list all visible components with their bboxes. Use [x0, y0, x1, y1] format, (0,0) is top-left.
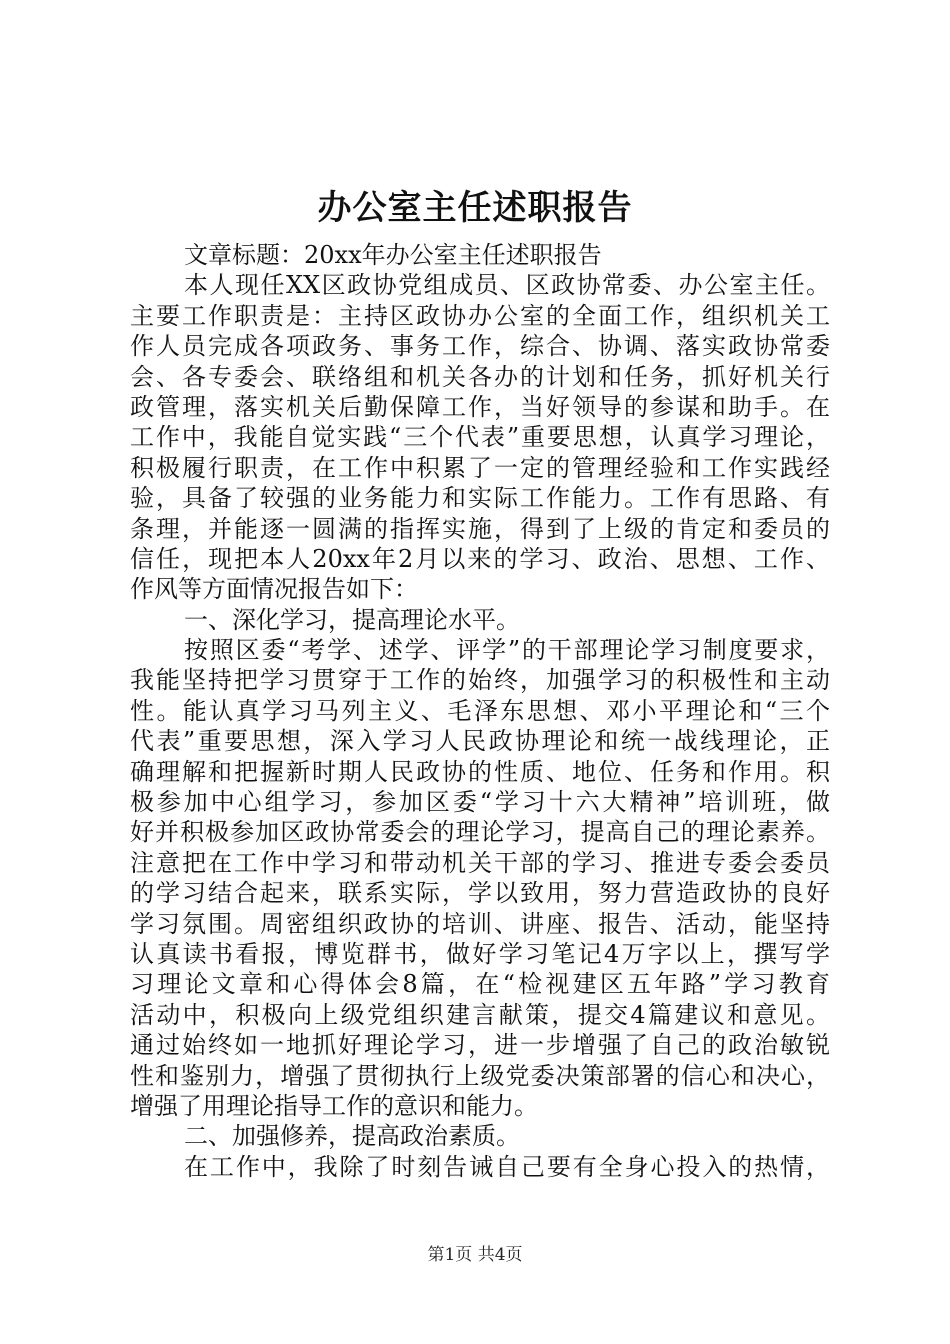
body-line: 一、深化学习，提高理论水平。	[184, 605, 520, 634]
body-line: 作人员完成各项政务、事务工作，综合、协调、落实政协常委	[130, 332, 830, 361]
body-line: 我能坚持把学习贯穿于工作的始终，加强学习的积极性和主动	[130, 666, 830, 695]
body-line: 极参加中心组学习，参加区委“学习十六大精神”培训班，做	[130, 788, 830, 817]
body-line: 注意把在工作中学习和带动机关干部的学习、推进专委会委员	[130, 848, 830, 877]
body-line: 二、加强修养，提高政治素质。	[184, 1122, 520, 1151]
body-line: 通过始终如一地抓好理论学习，进一步增强了自己的政治敏锐	[130, 1031, 830, 1060]
body-line: 作风等方面情况报告如下：	[130, 575, 418, 604]
body-line: 会、各专委会、联络组和机关各办的计划和任务，抓好机关行	[130, 362, 830, 391]
body-line: 认真读书看报，博览群书，做好学习笔记4万字以上，撰写学	[130, 939, 830, 968]
body-line: 确理解和把握新时期人民政协的性质、地位、任务和作用。积	[130, 757, 830, 786]
body-line: 活动中，积极向上级党组织建言献策，提交4篇建议和意见。	[130, 1000, 830, 1029]
body-line: 文章标题：20xx年办公室主任述职报告	[184, 241, 602, 269]
body-line: 的学习结合起来，联系实际，学以致用，努力营造政协的良好	[130, 879, 830, 908]
body-line: 按照区委“考学、述学、评学”的干部理论学习制度要求，	[184, 636, 830, 665]
body-line: 性。能认真学习马列主义、毛泽东思想、邓小平理论和“三个	[130, 696, 830, 725]
body-line: 本人现任XX区政协党组成员、区政协常委、办公室主任。	[184, 271, 830, 300]
document-body	[130, 240, 830, 1182]
body-line: 在工作中，我除了时刻告诫自己要有全身心投入的热情，	[184, 1152, 830, 1181]
body-line: 代表”重要思想，深入学习人民政协理论和统一战线理论，正	[130, 727, 830, 756]
body-line: 性和鉴别力，增强了贯彻执行上级党委决策部署的信心和决心，	[130, 1061, 830, 1090]
body-line: 好并积极参加区政协常委会的理论学习，提高自己的理论素养。	[130, 818, 830, 847]
body-line: 工作中，我能自觉实践“三个代表”重要思想，认真学习理论，	[130, 423, 830, 452]
body-line: 主要工作职责是：主持区政协办公室的全面工作，组织机关工	[130, 301, 830, 330]
body-line: 学习氛围。周密组织政协的培训、讲座、报告、活动，能坚持	[130, 909, 830, 938]
body-line: 习理论文章和心得体会8篇，在“检视建区五年路”学习教育	[130, 970, 830, 999]
body-line: 信任，现把本人20xx年2月以来的学习、政治、思想、工作、	[130, 544, 830, 573]
page-footer: 第1页 共4页	[427, 1245, 523, 1265]
body-line: 增强了用理论指导工作的意识和能力。	[130, 1091, 538, 1120]
body-line: 政管理，落实机关后勤保障工作，当好领导的参谋和助手。在	[130, 392, 830, 421]
body-line: 积极履行职责，在工作中积累了一定的管理经验和工作实践经	[130, 453, 830, 482]
body-line: 验，具备了较强的业务能力和实际工作能力。工作有思路、有	[130, 484, 830, 513]
document-title: 办公室主任述职报告	[317, 188, 633, 228]
body-line: 条理，并能逐一圆满的指挥实施，得到了上级的肯定和委员的	[130, 514, 830, 543]
